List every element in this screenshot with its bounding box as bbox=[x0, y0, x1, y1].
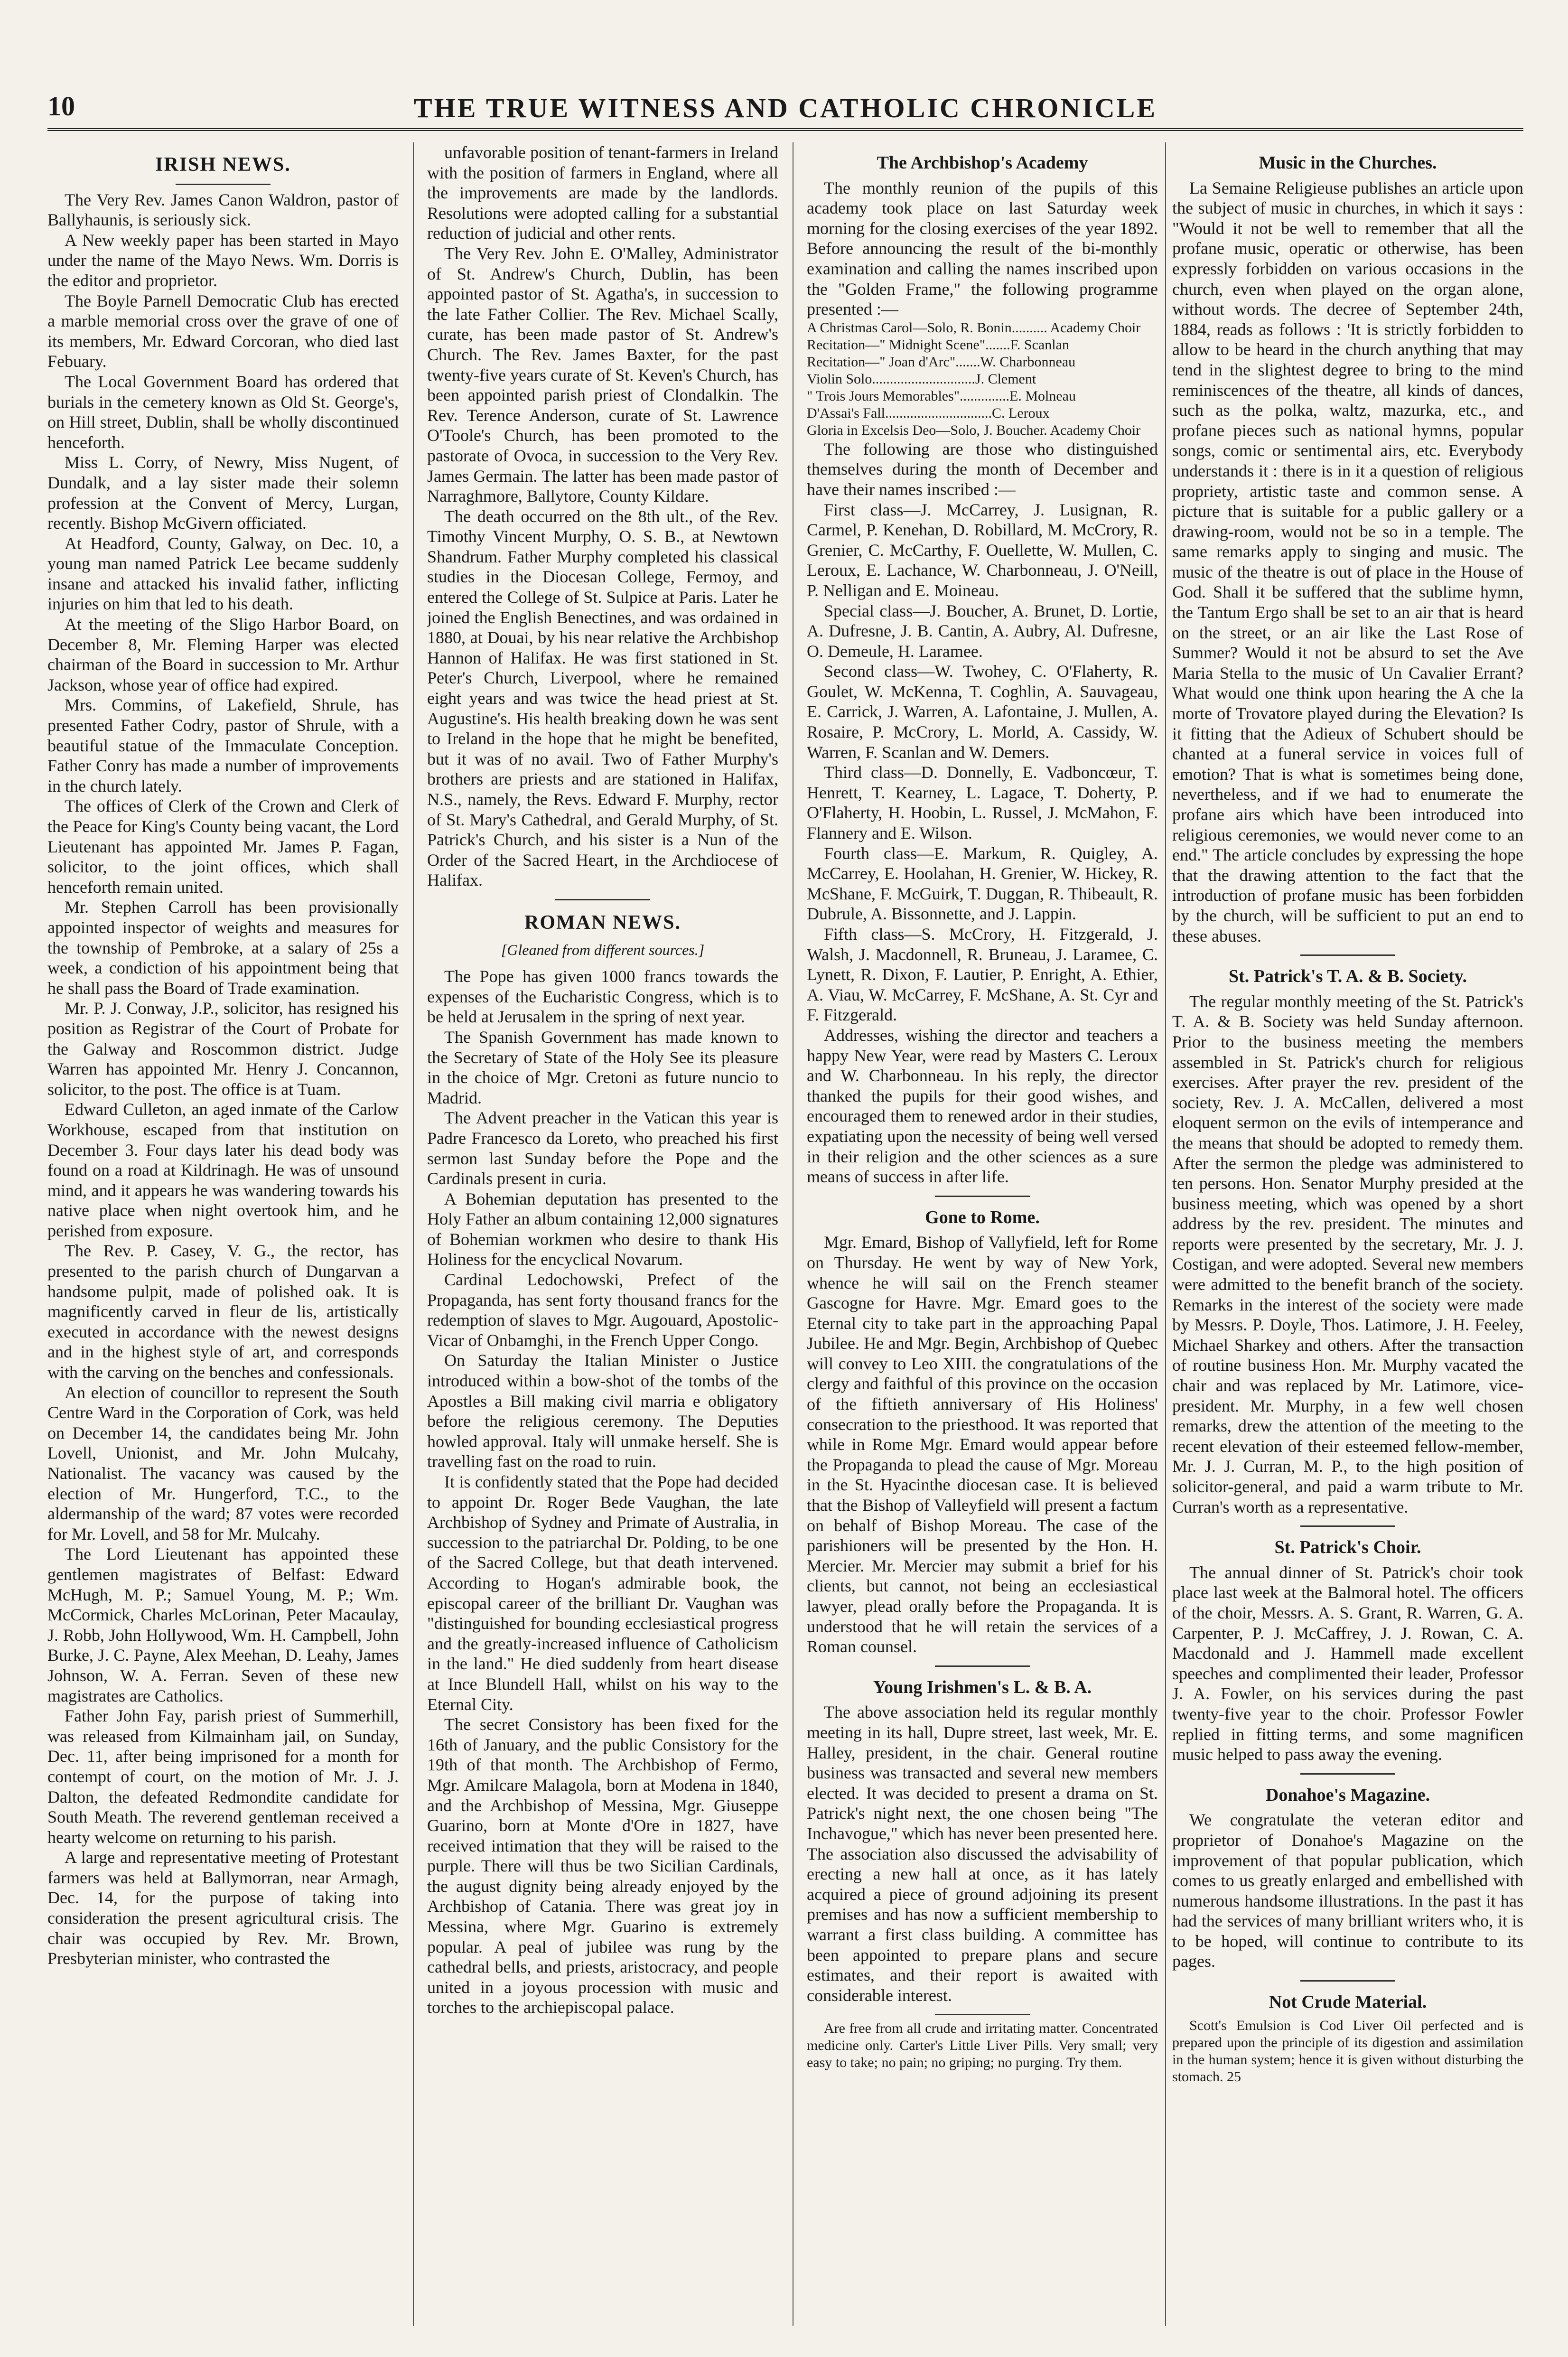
article-paragraph: Father John Fay, parish priest of Summerhill, was released from Kilmainham jail, on Sunday, Dec. 11, after being imprisoned for a month for contempt of court, on the motion of Mr. J. J. Dalton, the defeated Redmondite candidate for South Meath. The reverend gentleman received a hearty welcome on returning to his parish. bbox=[47, 1706, 399, 1847]
article-paragraph: Miss L. Corry, of Newry, Miss Nugent, of Dundalk, and a lay sister made their solemn profession at the Convent of Mercy, Lurgan, recently. Bishop McGivern officiated. bbox=[47, 453, 399, 533]
section-heading-music: Music in the Churches. bbox=[1259, 153, 1437, 173]
article-paragraph: The Rev. P. Casey, V. G., the rector, has presented to the parish church of Dungarvan a handsome pulpit, made of polished oak. It is magnificently carved in fleur de lis, artistically executed in accordance with the newest designs and in the highest style of art, and corresponds with the carving on the benches and confessionals. bbox=[47, 1241, 399, 1382]
section-divider bbox=[555, 899, 650, 900]
article-paragraph: Mr. Stephen Carroll has been provisionally appointed inspector of weights and measures for the township of Pembroke, at a salary of 25s a week, a condiction of his appointment being that he shall pass the Board of Trade examination. bbox=[47, 898, 399, 998]
article-paragraph: The Spanish Government has made known to the Secretary of State of the Holy See its pleasure in the choice of Mgr. Cretoni as future nuncio to Madrid. bbox=[427, 1027, 778, 1107]
article-paragraph: Second class—W. Twohey, C. O'Flaherty, R. Goulet, W. McKenna, T. Coghlin, A. Sauvageau, E. Carrick, J. Warren, A. Lafontaine, J. Mullen, A. Rosaire, P. McCrory, L. Morld, A. Cassidy, W. Warren, F. Scanlan and W. Demers. bbox=[807, 662, 1158, 762]
article-paragraph: Fifth class—S. McCrory, H. Fitzgerald, J. Walsh, J. Macdonnell, R. Bruneau, J. Laramee, C. Lynett, R. Dixon, F. Lautier, P. Enright, A. Ethier, A. Viau, W. McCarrey, F. McShane, A. St. Cyr and F. Fitzgerald. bbox=[807, 925, 1158, 1025]
advertisement bbox=[1172, 2017, 1523, 2086]
article-paragraph: The above association held its regular monthly meeting in its hall, Dupre street, last week, Mr. E. Halley, president, in the chair. General routine business was transacted and several new members elected. It was decided to present a drama on St. Patrick's night next, the one chosen being "The Inchavogue," which has never been presented here. The association also discussed the advisability of erecting a new hall at once, as it has lately acquired a piece of ground adjoining its present premises and has now a sufficient membership to warrant a first class building. A committee has been appointed to prepare plans and secure estimates, and their report is awaited with considerable interest. bbox=[807, 1702, 1158, 2005]
masthead bbox=[47, 85, 1523, 131]
article-paragraph: Mrs. Commins, of Lakefield, Shrule, has presented Father Codry, pastor of Shrule, with a beautiful statue of the Immaculate Conception. Father Conry has made a number of improvements in the church lately. bbox=[47, 695, 399, 795]
section-divider bbox=[1300, 1773, 1395, 1775]
article-paragraph: The Very Rev. James Canon Waldron, pastor of Ballyhaunis, is seriously sick. bbox=[47, 190, 399, 230]
section-heading-young-irishmen: Young Irishmen's L. & B. A. bbox=[873, 1677, 1092, 1697]
article-paragraph: On Saturday the Italian Minister o Justice introduced within a bow-shot of the tombs of the Apostles a Bill making civil marria e obligatory before the religious ceremony. The Deputies howled approval. Italy will unmake herself. She is travelling fast on the road to ruin. bbox=[427, 1351, 778, 1471]
section-heading-donahoe: Donahoe's Magazine. bbox=[1265, 1785, 1430, 1805]
section-heading-academy: The Archbishop's Academy bbox=[877, 153, 1088, 173]
programme-item: " Trois Jours Memorables"..............E. Molneau bbox=[807, 388, 1076, 404]
section-divider bbox=[1300, 1525, 1395, 1527]
article-paragraph: First class—J. McCarrey, J. Lusignan, R. Carmel, P. Kenehan, D. Robillard, M. McCrory, R. Grenier, C. McCarthy, F. Ouellette, W. Mullen, C. Leroux, E. Lachance, W. Charbonneau, J. O'Neill, P. Nelligan and E. Moineau. bbox=[807, 500, 1158, 600]
article-paragraph: At Headford, County, Galway, on Dec. 10, a young man named Patrick Lee became suddenly insane and attacked his invalid father, inflicting injuries on him that led to his death. bbox=[47, 533, 399, 614]
programme-item: Violin Solo.............................J. Clement bbox=[807, 371, 1036, 387]
article-paragraph: The annual dinner of St. Patrick's choir took place last week at the Balmoral hotel. The officers of the choir, Messrs. A. S. Grant, R. Warren, G. A. Carpenter, P. J. McCaffrey, J. J. Rowan, C. A. Macdonald and J. Hammell made excellent speeches and complimented their leader, Professor J. A. Fowler, on his services during the past twenty-five year to the choir. Professor Fowler replied in fitting terms, and some magnificen music helped to pass away the evening. bbox=[1172, 1562, 1523, 1764]
publication-title: THE TRUE WITNESS AND CATHOLIC CHRONICLE bbox=[413, 93, 1157, 123]
section-divider bbox=[176, 184, 271, 185]
programme-item: D'Assai's Fall..............................C. Leroux bbox=[807, 405, 1050, 421]
article-paragraph: Third class—D. Donnelly, E. Vadboncœur, T. Henrett, T. Kearney, L. Lagace, T. Doherty, P. O'Flaherty, H. Hoobin, L. Russel, J. McMahon, F. Flannery and E. Wilson. bbox=[807, 763, 1158, 843]
section-divider bbox=[1300, 954, 1395, 956]
article-paragraph: The following are those who distinguished themselves during the month of December and have their names inscribed :— bbox=[807, 439, 1158, 499]
article-paragraph: La Semaine Religieuse publishes an article upon the subject of music in churches, in which it says : "Would it not be well to remember that all the profane music, operatic or otherwise, has been expressly forbidden on various occasions in the church, even when played on the organ alone, without words. The decree of September 24th, 1884, reads as follows : 'It is strictly forbidden to allow to be heard in the church anything that may tend in the slightest degree to bring to the mind reminiscences of the theatre, all kinds of dances, such as the polka, waltz, mazurka, etc., and profane pieces such as national hymns, popular songs, comic or sentimental airs, etc. Everybody understands it : there is in it a question of religious propriety, artistic taste and common sense. A picture that is suitable for a public gallery or a drawing-room, would not be so in a temple. The same remarks apply to singing and music. The music of the theatre is out of place in the House of God. Shall it be suffered that the sublime hymn, the Tantum Ergo shall be set to an air that is heard on the street, or an air like the Last Rose of Summer? Would it not be absurd to set the Ave Maria Stella to the music of Un Cavalier Errant? What would one think upon hearing the A che la morte of Trovatore played during the Elevation? Is it fitting that the Adieux of Schubert should be chanted at a funeral service in voices full of emotion? That is what is sometimes being done, nevertheless, and if we had to enumerate the profane airs which have been introduced into religious ceremonies, we would never come to an end." The article concludes by expressing the hope that the drawing attention to the fact that the introduction of profane music has been forbidden by the church, will be sufficient to put an end to these abuses. bbox=[1172, 178, 1523, 945]
column-music bbox=[1172, 142, 1523, 2326]
article-paragraph: unfavorable position of tenant-farmers in Ireland with the position of farmers in England, where all the improvements are made by the landlords. Resolutions were adopted calling for a substantial reduction of judicial and other rents. bbox=[427, 143, 778, 243]
article-paragraph: Cardinal Ledochowski, Prefect of the Propaganda, has sent forty thousand francs for the redemption of slaves to Mgr. Augouard, Apostolic-Vicar of Onbamghi, in the French Upper Congo. bbox=[427, 1270, 778, 1350]
article-paragraph: The secret Consistory has been fixed for the 16th of January, and the public Consistory for the 19th of that month. The Archbishop of Fermo, Mgr. Amilcare Malagola, born at Modena in 1840, and the Archbishop of Messina, Mgr. Giuseppe Guarino, born at Monte d'Ore in 1827, have received intimation that they will be raised to the purple. There will thus be two Sicilian Cardinals, the august dignity being already enjoyed by the Archbishop of Catania. There was great joy in Messina, where Mgr. Guarino is extremely popular. A peal of jubilee was rung by the cathedral bells, and priests, aristocracy, and people united in a joyous procession with music and torches to the archiepiscopal palace. bbox=[427, 1715, 778, 2017]
article-paragraph: The Lord Lieutenant has appointed these gentlemen magistrates of Belfast: Edward McHugh, M. P.; Samuel Young, M. P.; Wm. McCormick, Charles McLorinan, Peter Macaulay, J. Robb, John Hollywood, Wm. H. Campbell, John Burke, J. C. Payne, Alex Meehan, D. Leahy, James Johnson, W. A. Ferran. Seven of these new magistrates are Catholics. bbox=[47, 1544, 399, 1705]
section-divider bbox=[935, 2014, 1030, 2015]
column-rule bbox=[413, 142, 414, 2326]
section-heading-gone-to-rome: Gone to Rome. bbox=[925, 1207, 1040, 1227]
programme-item: A Christmas Carol—Solo, R. Bonin.......... Academy Choir bbox=[807, 319, 1141, 336]
section-heading-irish-news: IRISH NEWS. bbox=[155, 154, 291, 176]
advertisement-text: Scott's Emulsion is Cod Liver Oil perfected and is prepared upon the principle of its digestion and assimilation in the human system; hence it is given without disturbing the stomach. bbox=[1172, 2017, 1523, 2085]
article-paragraph: It is confidently stated that the Pope had decided to appoint Dr. Roger Bede Vaughan, the late Archbishop of Sydney and Primate of Australia, in succession to the patriarchal Dr. Polding, to be one of the Sacred College, but that death intervened. According to Hogan's admirable book, the episcopal career of the brilliant Dr. Vaughan was "distinguished for bounding ecclesiastical progress and the greatly-increased influence of Catholicism in the land." He died suddenly from heart disease at Ince Blundell Hall, whilst on his way to the Eternal City. bbox=[427, 1472, 778, 1714]
programme-list bbox=[807, 319, 1158, 439]
column-irish-news bbox=[47, 142, 399, 2326]
section-divider bbox=[935, 1196, 1030, 1197]
article-paragraph: The monthly reunion of the pupils of this academy took place on last Saturday week morning for the closing exercises of the year 1892. Before announcing the result of the bi-monthly examination and calling the names inscribed upon the "Golden Frame," the following programme presented :— bbox=[807, 178, 1158, 319]
article-paragraph: A Bohemian deputation has presented to the Holy Father an album containing 12,000 signatures of Bohemian workmen who desire to thank His Holiness for the encyclical Novarum. bbox=[427, 1189, 778, 1269]
article-paragraph: Mgr. Emard, Bishop of Vallyfield, left for Rome on Thursday. He went by way of New York, whence he will sail on the French steamer Gascogne for Havre. Mgr. Emard goes to the Eternal city to take part in the approaching Papal Jubilee. He and Mgr. Begin, Archbishop of Quebec will convey to Leo XIII. the congratulations of the clergy and faithful of this province on the occasion of the fiftieth anniversary of His Holiness' consecration to the priesthood. It was reported that while in Rome Mgr. Emard would appear before the Propaganda to plead the cause of Mgr. Moreau in the St. Hyacinthe diocesan case. It is believed that the Bishop of Valleyfield will present a factum on behalf of Bishop Moreau. The case of the parishioners will be presented by the Hon. H. Mercier. Mr. Mercier may submit a brief for his clients, but cannot, not being an ecclesiastical lawyer, plead orally before the Propaganda. It is understood that he will retain the services of a Roman counsel. bbox=[807, 1233, 1158, 1656]
source-note: [Gleaned from different sources.] bbox=[501, 941, 705, 958]
programme-item: Gloria in Excelsis Deo—Solo, J. Boucher. Academy Choir bbox=[807, 422, 1141, 438]
programme-item: Recitation—" Joan d'Arc".......W. Charbonneau bbox=[807, 354, 1076, 370]
advertisement-tag: 25 bbox=[1226, 2068, 1241, 2085]
article-paragraph: An election of councillor to represent the South Centre Ward in the Corporation of Cork, was held on December 14, the candidates being Mr. John Lovell, Unionist, and Mr. John Mulcahy, Nationalist. The vacancy was caused by the election of Mr. Hungerford, T.C., to the aldermanship of the ward; 87 votes were recorded for Mr. Lovell, and 58 for Mr. Mulcahy. bbox=[47, 1383, 399, 1543]
column-academy bbox=[807, 142, 1158, 2326]
section-heading-roman-news: ROMAN NEWS. bbox=[524, 911, 681, 934]
article-paragraph: The Advent preacher in the Vatican this year is Padre Francesco da Loreto, who preached his first sermon last Sunday before the Pope and the Cardinals present in curia. bbox=[427, 1108, 778, 1188]
programme-item: Recitation—" Midnight Scene".......F. Scanlan bbox=[807, 337, 1069, 353]
article-paragraph: The offices of Clerk of the Crown and Clerk of the Peace for King's County being vacant, the Lord Lieutenant has appointed Mr. James P. Fagan, solicitor, to the joint offices, which shall henceforth remain united. bbox=[47, 796, 399, 897]
column-roman-news bbox=[427, 142, 778, 2326]
article-paragraph: A large and representative meeting of Protestant farmers was held at Ballymorran, near Armagh, Dec. 14, for the purpose of taking into consideration the present agricultural crisis. The chair was occupied by Rev. Mr. Brown, Presbyterian minister, who contrasted the bbox=[47, 1848, 399, 1968]
section-heading-ta-society: St. Patrick's T. A. & B. Society. bbox=[1228, 966, 1467, 987]
article-paragraph: Mr. P. J. Conway, J.P., solicitor, has resigned his position as Registrar of the Court of Probate for the Galway and Roscommon district. Judge Warren has appointed Mr. Henry J. Concannon, solicitor, to the post. The office is at Tuam. bbox=[47, 999, 399, 1099]
article-paragraph: The Local Government Board has ordered that burials in the cemetery known as Old St. George's, on Hill street, Dublin, shall be wholly discontinued henceforth. bbox=[47, 372, 399, 452]
article-paragraph: The Very Rev. John E. O'Malley, Administrator of St. Andrew's Church, Dublin, has been appointed pastor of St. Agatha's, in succession to the late Father Collier. The Rev. Michael Scally, curate, has been made pastor of St. Andrew's Church. The Rev. James Baxter, for the past twenty-five years curate of St. Keven's Church, has been appointed parish priest of Clondalkin. The Rev. Terence Anderson, curate of St. Lawrence O'Toole's Church, has been promoted to the pastorate of Ovoca, in succession to the Very Rev. James Germain. The latter has been made pastor of Narraghmore, Ballytore, County Kildare. bbox=[427, 243, 778, 506]
advertisement: Are free from all crude and irritating matter. Concentrated medicine only. Carter's Little Liver Pills. Very small; very easy to take; no pain; no griping; no purging. Try them. bbox=[807, 2020, 1158, 2071]
page-number: 10 bbox=[47, 91, 75, 122]
section-heading-crude-material: Not Crude Material. bbox=[1269, 1992, 1427, 2012]
article-paragraph: Fourth class—E. Markum, R. Quigley, A. McCarrey, E. Hoolahan, H. Grenier, W. Hickey, R. McShane, F. McGuirk, T. Duggan, R. Thibeault, R. Dubrule, A. Bissonnette, and J. Lappin. bbox=[807, 843, 1158, 924]
article-paragraph: The Pope has given 1000 francs towards the expenses of the Eucharistic Congress, which is to be held at Jerusalem in the spring of next year. bbox=[427, 967, 778, 1027]
column-rule bbox=[1165, 142, 1166, 2326]
article-paragraph: A New weekly paper has been started in Mayo under the name of the Mayo News. Wm. Dorris is the editor and proprietor. bbox=[47, 230, 399, 290]
article-paragraph: Special class—J. Boucher, A. Brunet, D. Lortie, A. Dufresne, J. B. Cantin, A. Aubry, Al. Dufresne, O. Demeule, H. Laramee. bbox=[807, 601, 1158, 661]
section-divider bbox=[935, 1665, 1030, 1667]
section-divider bbox=[1300, 1980, 1395, 1982]
article-paragraph: Edward Culleton, an aged inmate of the Carlow Workhouse, escaped from that institution on December 3. Four days later his dead body was found on a road at Kildrinagh. He was of unsound mind, and it appears he was wandering towards his native place when night overtook him, and he perished from exposure. bbox=[47, 1100, 399, 1240]
article-paragraph: The Boyle Parnell Democratic Club has erected a marble memorial cross over the grave of one of its members, Mr. Edward Corcoran, who died last Febuary. bbox=[47, 291, 399, 371]
section-heading-choir: St. Patrick's Choir. bbox=[1274, 1537, 1421, 1558]
article-paragraph: We congratulate the veteran editor and proprietor of Donahoe's Magazine on the improvement of that popular publication, which comes to us greatly enlarged and embellished with numerous handsome illustrations. In the past it has had the services of many brilliant writers who, it is to be hoped, will continue to contribute to its pages. bbox=[1172, 1810, 1523, 1971]
article-paragraph: The death occurred on the 8th ult., of the Rev. Timothy Vincent Murphy, O. S. B., at Newtown Shandrum. Father Murphy completed his classical studies in the Diocesan College, Fermoy, and entered the College of St. Sulpice at Paris. Later he joined the English Benectines, and was ordained in 1880, at Douai, by his near relative the Archbishop Hannon of Halifax. He was first stationed in St. Peter's Church, Liverpool, where he remained eight years and was twice the head priest at St. Augustine's. His health breaking down he was sent to Ireland in the hope that he might be benefited, but it was of no avail. Two of Father Murphy's brothers are priests and are stationed in Halifax, N.S., namely, the Revs. Edward F. Murphy, rector of St. Mary's Cathedral, and Gerald Murphy, of St. Patrick's Church, and his sister is a Nun of the Order of the Sacred Heart, in the Archdiocese of Halifax. bbox=[427, 506, 778, 890]
article-paragraph: The regular monthly meeting of the St. Patrick's T. A. & B. Society was held Sunday afternoon. Prior to the business meeting the members assembled in St. Patrick's church for religious exercises. After prayer the rev. president of the society, Rev. J. A. McCallen, delivered a most eloquent sermon on the evils of intemperance and the means that should be adopted to remedy them. After the sermon the pledge was administered to ten persons. Hon. Senator Murphy presided at the business meeting, which was opened by a short address by the rev. president. The minutes and reports were presented by the secretary, Mr. J. J. Costigan, and were adopted. Several new members were admitted to the benefit branch of the society. Remarks in the interest of the society were made by Messrs. P. Doyle, Thos. Latimore, J. H. Feeley, Michael Sharkey and others. After the transaction of routine business Hon. Mr. Murphy vacated the chair and was replaced by Mr. Latimore, vice-president. Mr. Murphy, in a few well chosen remarks, drew the attention of the meeting to the recent elevation of their esteemed fellow-member, Mr. J. J. Curran, M. P., to the high position of solicitor-general, and paid a warm tribute to Mr. Curran's worth as a representative. bbox=[1172, 991, 1523, 1516]
article-paragraph: Addresses, wishing the director and teachers a happy New Year, were read by Masters C. Leroux and W. Charbonneau. In his reply, the director thanked the pupils for their good wishes, and encouraged them to renewed ardor in their studies, expatiating upon the necessity of being well versed in their religion and the other sciences as a sure means of success in after life. bbox=[807, 1025, 1158, 1187]
article-paragraph: At the meeting of the Sligo Harbor Board, on December 8, Mr. Fleming Harper was elected chairman of the Board in succession to Mr. Arthur Jackson, whose year of office had expired. bbox=[47, 615, 399, 694]
